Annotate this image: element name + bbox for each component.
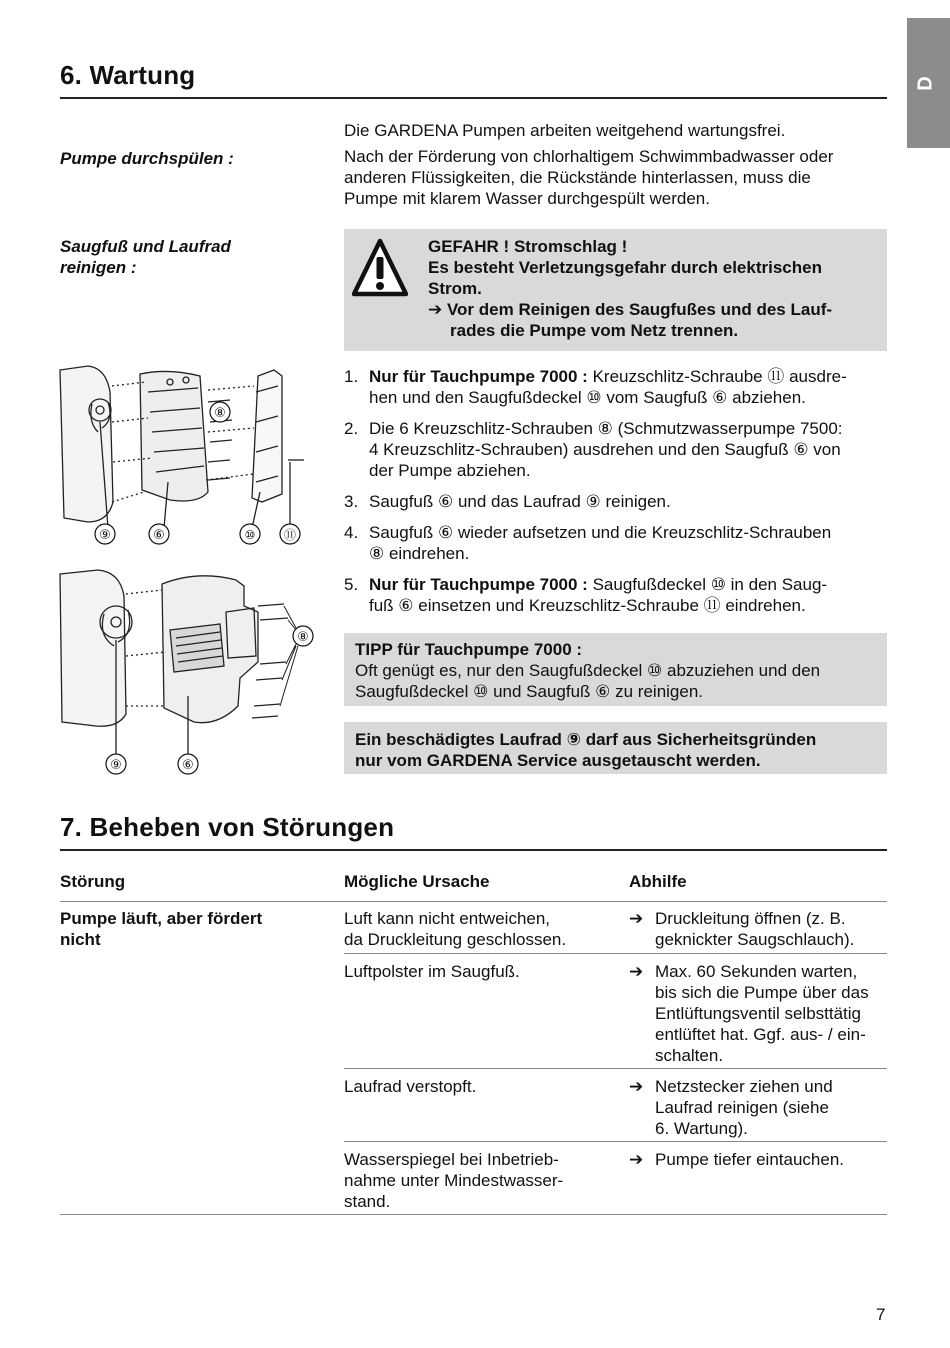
pump-exploded-figure-1 <box>58 362 318 552</box>
maintenance-intro: Die GARDENA Pumpen arbeiten weitgehend wartungsfrei. <box>344 121 786 140</box>
row-divider <box>344 1141 887 1142</box>
row-divider <box>344 953 887 954</box>
flush-label: Pumpe durchspülen : <box>60 149 234 168</box>
table-row: Luft kann nicht entweichen, da Druckleitung geschlossen. <box>344 909 567 949</box>
cleaning-steps <box>344 366 889 626</box>
danger-text: GEFAHR ! Stromschlag ! Es besteht Verletzungsgefahr durch elektrischen Strom. ➔ Vor dem Reinigen des Saugfußes und des Lauf- rades die Pumpe vom Netz trennen. <box>428 237 833 340</box>
table-bottom-rule <box>60 1214 887 1215</box>
list-item: 2. Die 6 Kreuzschlitz-Schrauben ⑧ (Schmutzwasserpumpe 7500: 4 Kreuzschlitz-Schrauben) ausdrehen und den Saugfuß ⑥ von der Pumpe abziehen. <box>344 419 843 480</box>
section-6-title: 6. Wartung <box>60 60 196 90</box>
remedy-cell: Netzstecker ziehen und Laufrad reinigen (siehe 6. Wartung). <box>655 1077 833 1138</box>
header-remedy: Abhilfe <box>629 872 687 891</box>
remedy-cell: Max. 60 Sekunden warten, bis sich die Pumpe über das Entlüftungsventil selbsttätig entlüftet hat. Ggf. aus- / ein- schalten. <box>655 962 869 1065</box>
remedy-cell: Pumpe tiefer eintauchen. <box>655 1150 845 1169</box>
table-row: Luftpolster im Saugfuß. <box>344 962 520 981</box>
page-number: 7 <box>876 1305 886 1324</box>
arrow-icon: ➔ <box>629 1077 644 1096</box>
callout-screws: ⑧ <box>297 630 309 645</box>
pump-exploded-figure-2 <box>58 566 318 780</box>
callout-foot: ⑥ <box>153 528 165 543</box>
notice-text: Ein beschädigtes Laufrad ⑨ darf aus Sicherheitsgründen nur vom GARDENA Service ausgetauscht werden. <box>355 730 817 770</box>
problem-cell: Pumpe läuft, aber fördert nicht <box>60 909 263 949</box>
language-tab <box>907 18 950 148</box>
header-problem: Störung <box>60 872 126 891</box>
callout-foot: ⑥ <box>182 758 194 773</box>
list-item: 4. Saugfuß ⑥ wieder aufsetzen und die Kreuzschlitz-Schrauben ⑧ eindrehen. <box>344 523 832 563</box>
section-6-rule <box>60 97 887 99</box>
row-divider <box>344 1068 887 1069</box>
remedy-cell: Druckleitung öffnen (z. B. geknickter Saugschlauch). <box>655 909 855 949</box>
callout-screws: ⑧ <box>214 406 226 421</box>
list-item: 1. Nur für Tauchpumpe 7000 : Kreuzschlitz-Schraube ⑪ ausdre- hen und den Saugfußdeckel ⑩ vom Saugfuß ⑥ abziehen. <box>344 367 847 407</box>
arrow-icon: ➔ <box>629 1150 644 1169</box>
arrow-icon: ➔ <box>629 962 644 981</box>
header-cause: Mögliche Ursache <box>344 872 490 891</box>
table-row: Wasserspiegel bei Inbetrieb- nahme unter Mindestwasser- stand. <box>344 1150 564 1211</box>
callout-screw: ⑪ <box>283 528 297 542</box>
callout-cover: ⑩ <box>244 528 256 542</box>
section-7-title: 7. Beheben von Störungen <box>60 812 395 842</box>
table-row: Laufrad verstopft. <box>344 1077 477 1096</box>
tip-text: TIPP für Tauchpumpe 7000 : Oft genügt es, nur den Saugfußdeckel ⑩ abzuziehen und den Saugfußdeckel ⑩ und Saugfuß ⑥ zu reinigen. <box>355 640 821 701</box>
flush-text: Nach der Förderung von chlorhaltigem Schwimmbadwasser oder anderen Flüssigkeiten, die Rückstände hinterlassen, muss die Pumpe mit klarem Wasser durchgespült werden. <box>344 147 834 208</box>
table-header-rule <box>60 901 887 902</box>
clean-label: Saugfuß und Laufrad reinigen : <box>60 237 231 277</box>
language-tab-label: D <box>914 76 937 91</box>
list-item: 3. Saugfuß ⑥ und das Laufrad ⑨ reinigen. <box>344 492 671 511</box>
arrow-icon: ➔ <box>629 909 644 928</box>
callout-impeller: ⑨ <box>99 528 111 543</box>
warning-triangle-icon <box>352 238 408 298</box>
callout-impeller: ⑨ <box>110 758 122 773</box>
list-item: 5. Nur für Tauchpumpe 7000 : Saugfußdeckel ⑩ in den Saug- fuß ⑥ einsetzen und Kreuzschlitz-Schraube ⑪ eindrehen. <box>344 575 828 615</box>
section-7-rule <box>60 849 887 851</box>
